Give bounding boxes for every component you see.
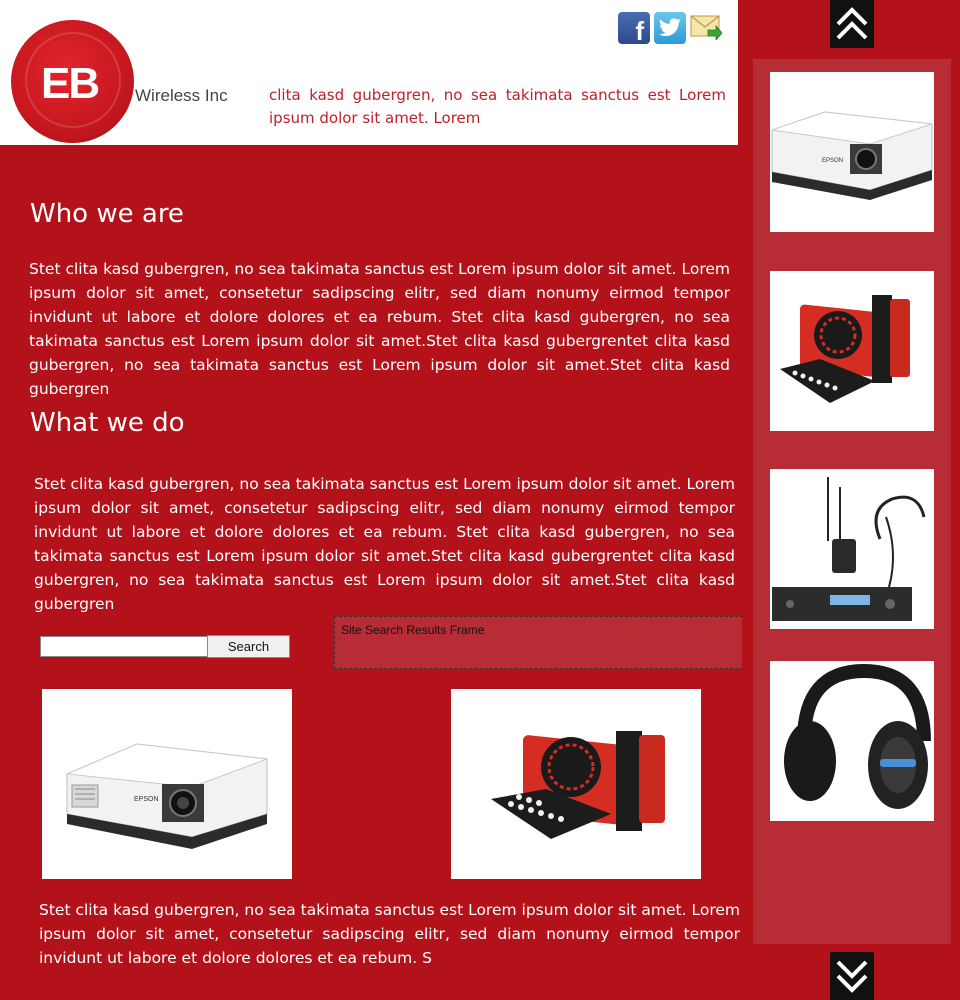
search-results-frame-label: Site Search Results Frame	[341, 623, 485, 637]
what-we-do-heading: What we do	[30, 408, 185, 438]
double-chevron-up-icon[interactable]	[830, 0, 874, 48]
sidebar-item-accordion[interactable]	[770, 271, 934, 431]
what-we-do-text: Stet clita kasd gubergren, no sea takimata sanctus est Lorem ipsum dolor sit amet. Lorem ipsum dolor sit amet, consetetur sadipscing elitr, sed diam nonumy eirmod tempor invidunt ut labore et dolore dolores et ea rebum. Stet clita kasd gubergren, no sea takimata sanctus est Lorem ipsum dolor sit amet.Stet clita kasd gubergrentet clita kasd gubergren, no sea takimata sanctus est Lorem ipsum dolor sit amet.Stet clita kasd gubergren	[34, 475, 735, 613]
sidebar-item-projector[interactable]	[770, 72, 934, 232]
email-icon[interactable]	[690, 14, 722, 40]
twitter-icon[interactable]	[654, 12, 686, 44]
who-we-are-heading: Who we are	[30, 199, 184, 229]
search-input[interactable]	[40, 636, 208, 657]
who-we-are-text: Stet clita kasd gubergren, no sea takimata sanctus est Lorem ipsum dolor sit amet. Lorem ipsum dolor sit amet, consetetur sadipscing elitr, sed diam nonumy eirmod tempor invidunt ut labore et dolore dolores et ea rebum. Stet clita kasd gubergren, no sea takimata sanctus est Lorem ipsum dolor sit amet.Stet clita kasd gubergrentet clita kasd gubergren, no sea takimata sanctus est Lorem ipsum dolor sit amet.Stet clita kasd gubergren	[29, 260, 730, 398]
sidebar-item-headphones[interactable]	[770, 661, 934, 821]
double-chevron-down-icon[interactable]	[830, 952, 874, 1000]
product-image-accordion[interactable]	[451, 689, 701, 879]
sidebar-item-wireless-microphone-system[interactable]	[770, 469, 934, 629]
logo-text: Wireless Inc	[135, 86, 228, 105]
product-image-projector[interactable]	[42, 689, 292, 879]
search-results-frame	[334, 616, 743, 669]
svg-text:EPSON: EPSON	[822, 158, 844, 164]
bottom-text: Stet clita kasd gubergren, no sea takimata sanctus est Lorem ipsum dolor sit amet. Lorem ipsum dolor sit amet, consetetur sadipscing elitr, sed diam nonumy eirmod tempor invidunt ut labore et dolore dolores et ea rebum. S	[39, 901, 740, 967]
logo[interactable]	[11, 20, 134, 143]
tagline: clita kasd gubergren, no sea takimata sanctus est Lorem ipsum dolor sit amet. Lorem	[269, 86, 726, 127]
svg-text:EPSON: EPSON	[134, 796, 159, 803]
facebook-icon[interactable]: f	[618, 12, 650, 44]
logo-letters: EB	[41, 59, 99, 108]
header	[0, 0, 738, 145]
search-button[interactable]: Search	[207, 635, 290, 658]
